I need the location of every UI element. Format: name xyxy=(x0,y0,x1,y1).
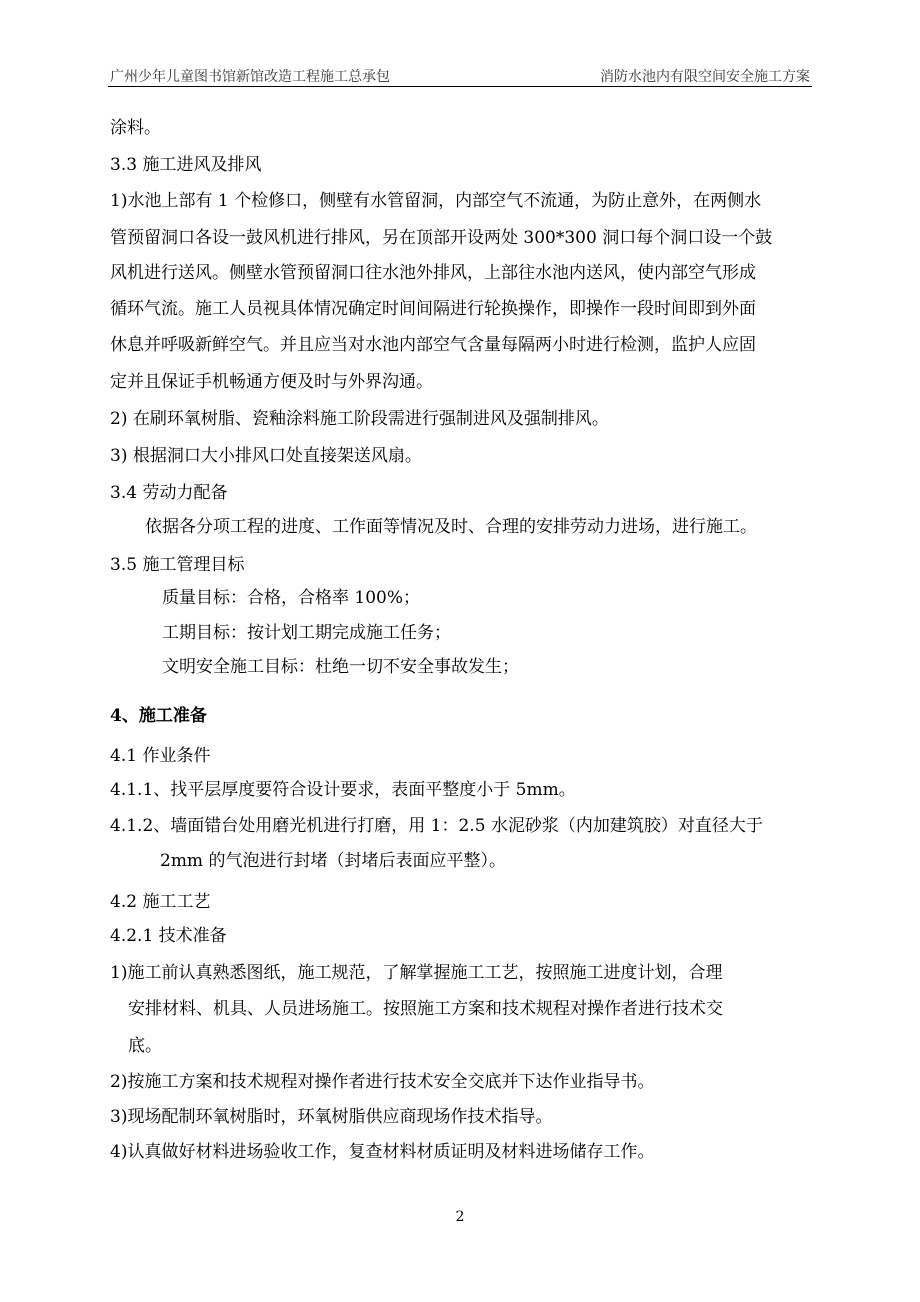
section-heading-4-1: 4.1 作业条件 xyxy=(110,746,211,766)
section-heading-3-4: 3.4 劳动力配备 xyxy=(110,483,228,503)
text-line: 底。 xyxy=(128,1036,162,1056)
page-number: 2 xyxy=(455,1209,465,1225)
header-rule xyxy=(108,86,812,87)
text-line: 质量目标：合格，合格率 100%； xyxy=(162,588,421,608)
text-line: 安排材料、机具、人员进场施工。按照施工方案和技术规程对操作者进行技术交 xyxy=(128,999,723,1019)
text-line: 3)现场配制环氧树脂时，环氧树脂供应商现场作技术指导。 xyxy=(110,1107,553,1127)
section-heading-4-2: 4.2 施工工艺 xyxy=(110,892,211,912)
text-line: 文明安全施工目标：杜绝一切不安全事故发生； xyxy=(162,657,519,677)
text-line: 3) 根据洞口大小排风口处直接架送风扇。 xyxy=(110,446,422,466)
header-document-title: 消防水池内有限空间安全施工方案 xyxy=(600,69,810,85)
text-line: 2) 在刷环氧树脂、瓷釉涂料施工阶段需进行强制进风及强制排风。 xyxy=(110,409,609,429)
header-project-title: 广州少年儿童图书馆新馆改造工程施工总承包 xyxy=(110,69,390,85)
section-heading-3-5: 3.5 施工管理目标 xyxy=(110,555,245,575)
text-line: 依据各分项工程的进度、工作面等情况及时、合理的安排劳动力进场，进行施工。 xyxy=(145,517,757,537)
section-heading-4-2-1: 4.2.1 技术准备 xyxy=(110,926,227,946)
text-line: 2)按施工方案和技术规程对操作者进行技术安全交底并下达作业指导书。 xyxy=(110,1072,655,1092)
text-line: 4.1.2、墙面错台处用磨光机进行打磨，用 1：2.5 水泥砂浆（内加建筑胶）对直径大于 xyxy=(110,816,763,836)
text-line: 涂料。 xyxy=(110,118,161,138)
text-line: 工期目标：按计划工期完成施工任务； xyxy=(162,623,451,643)
text-line: 1)水池上部有 1 个检修口，侧壁有水管留洞，内部空气不流通，为防止意外，在两侧水 xyxy=(110,191,762,211)
text-line: 定并且保证手机畅通方便及时与外界沟通。 xyxy=(110,372,433,392)
text-line: 风机进行送风。侧壁水管预留洞口往水池外排风，上部往水池内送风，使内部空气形成 xyxy=(110,263,756,283)
text-line: 循环气流。施工人员视具体情况确定时间间隔进行轮换操作，即操作一段时间即到外面 xyxy=(110,299,756,319)
text-line: 休息并呼吸新鲜空气。并且应当对水池内部空气含量每隔两小时进行检测，监护人应固 xyxy=(110,335,756,355)
text-line: 4.1.1、找平层厚度要符合设计要求，表面平整度小于 5mm。 xyxy=(110,780,576,800)
chapter-heading-4: 4、施工准备 xyxy=(110,706,207,726)
text-line: 4)认真做好材料进场验收工作，复查材料材质证明及材料进场储存工作。 xyxy=(110,1142,655,1162)
text-line: 2mm 的气泡进行封堵（封堵后表面应平整）。 xyxy=(160,851,506,871)
text-line: 管预留洞口各设一鼓风机进行排风，另在顶部开设两处 300*300 洞口每个洞口设一个鼓 xyxy=(110,228,773,248)
section-heading-3-3: 3.3 施工进风及排风 xyxy=(110,155,262,175)
text-line: 1)施工前认真熟悉图纸，施工规范，了解掌握施工工艺，按照施工进度计划，合理 xyxy=(110,963,723,983)
